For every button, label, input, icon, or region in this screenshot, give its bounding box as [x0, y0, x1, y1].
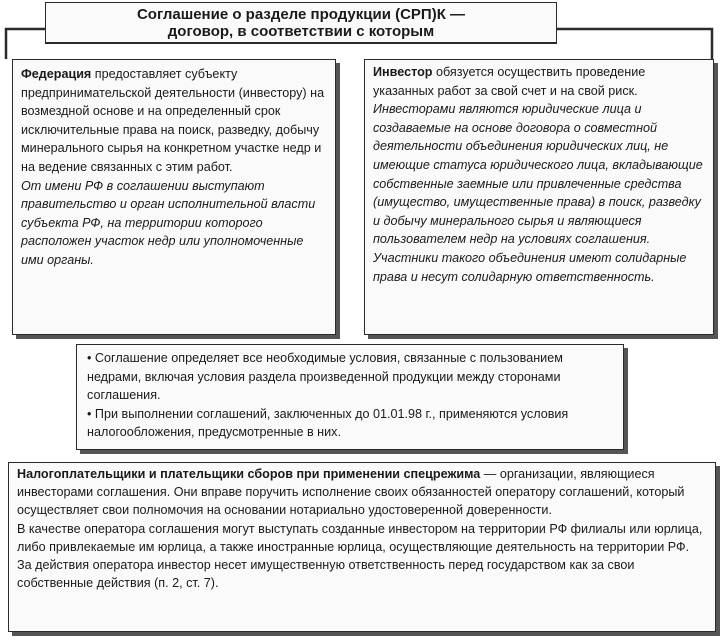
connector-left-line [6, 29, 45, 59]
investor-box [364, 59, 714, 335]
federation-paragraph [21, 65, 329, 177]
federation-lead: Федерация [21, 67, 92, 81]
investor-lead: Инвестор [373, 65, 433, 79]
investor-participants: Участники такого объединения имеют солидарные права и несут солидарную ответственность. [373, 250, 687, 284]
operator-paragraph: В качестве оператора соглашения могут выступать созданные инвестором на территории РФ филиалы или юрлица, либо привлекаемые им юрлица, а также иностранные юрлица, осуществляющие деятельность на территории РФ. [17, 521, 703, 554]
operator-liability-paragraph: За действия оператора инвестор несет имущественную ответственность перед государством как за свои собственные действия (п. 2, ст. 7). [17, 558, 635, 591]
taxpayers-paragraph [17, 465, 707, 520]
connector-right-line [557, 29, 712, 59]
title-line-2: договор, в соответствии с которым [167, 23, 435, 40]
investor-definition: Инвесторами являются юридические лица и создаваемые на основе договора о совместной деятельности объединения юридических лиц, не имеющие статуса юридического лица, вкладывающие собственные заемные или привлеченные средства (имущество, имущественные права) в поиск, разведку и добычу минерального сырья и являющиеся пользователем недр на условиях соглашения. [373, 102, 703, 247]
title-line-1: Соглашение о разделе продукции (СРП)К — [136, 6, 466, 23]
federation-representatives: От имени РФ в соглашении выступают правительство и орган исполнительной власти субъекта РФ, на территории которого расположен участок недр или уполномоченные ими органы. [21, 178, 316, 267]
agreement-bullet-2: • При выполнении соглашений, заключенных до 01.01.98 г., применяются условия налогообложения, предусмотренные в них. [87, 406, 569, 440]
taxpayers-lead: Налогоплательщики и плательщики сборов при применении спецрежима [17, 467, 481, 481]
agreement-bullet-1: • Соглашение определяет все необходимые условия, связанные с пользованием недрами, включая условия раздела произведенной продукции между сторонами соглашения. [87, 351, 563, 403]
federation-box [12, 59, 336, 335]
taxpayers-text: — организации, являющиеся инвесторами соглашения. Они вправе поручить исполнение своих обязанностей оператору соглашений, который осуществляет свои полномочия на основании нотариально удостоверенной доверенности. [17, 467, 685, 518]
investor-paragraph [373, 63, 707, 100]
agreement-conditions-box [76, 344, 624, 450]
federation-text: предоставляет субъекту предпринимательской деятельности (инвестору) на возмездной основе и на определенный срок исключительные права на поиск, разведку, добычу минерального сырья на конкретном участке недр и на ведение связанных с этим работ. [21, 67, 325, 174]
taxpayers-box [8, 462, 716, 632]
investor-text: обязуется осуществить проведение указанных работ за свой счет и на свой риск. [373, 65, 646, 98]
title-box [45, 2, 557, 44]
